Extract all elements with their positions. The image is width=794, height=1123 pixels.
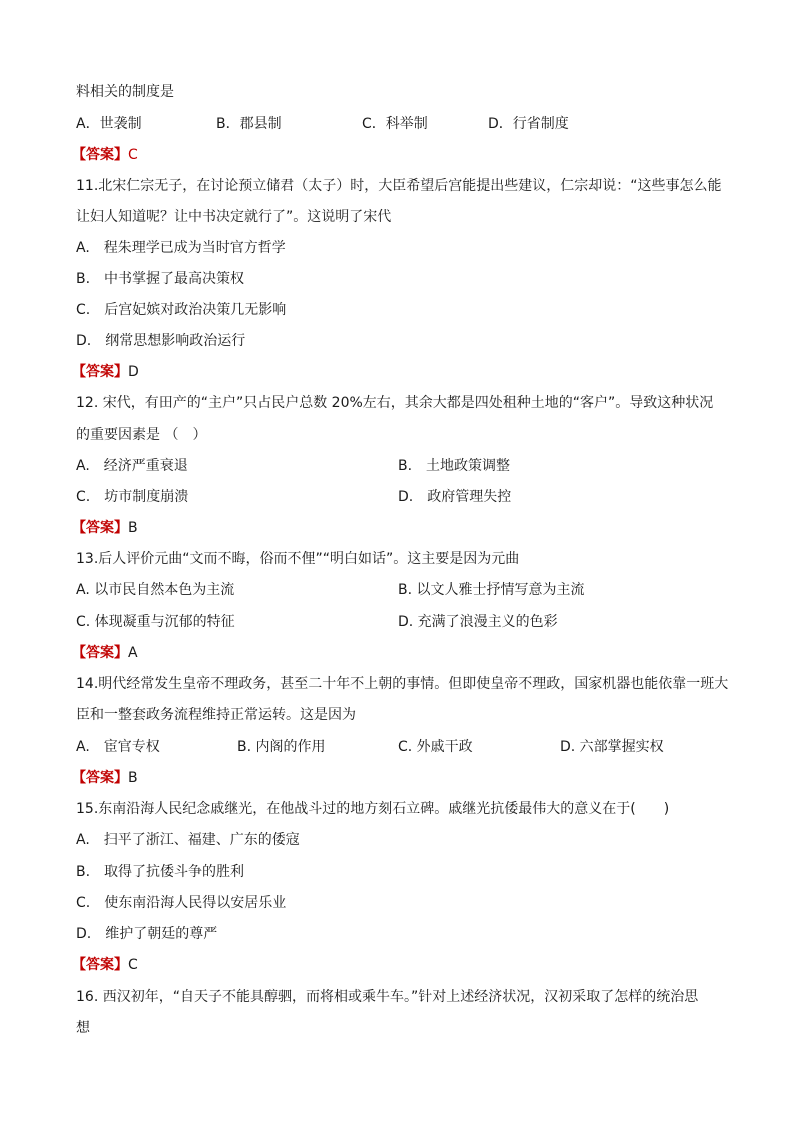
q11-stem-line1: 11.北宋仁宗无子，在讨论预立储君（太子）时，大臣希望后宫能提出些建议，仁宗却说：“这些事怎么能 [76,178,722,194]
q14-answer [72,768,138,788]
q14-option-c: C. 外戚干政 [398,739,473,755]
q11-option-a: A. 程朱理学已成为当时官方哲学 [76,240,286,256]
q14-stem-line1: 14.明代经常发生皇帝不理政务，甚至二十年不上朝的事情。但即使皇帝不理政，国家机器也能依靠一班大 [76,676,729,692]
answer-value: C [128,957,138,973]
q12-answer [72,518,138,538]
q11-option-b: B. 中书掌握了最高决策权 [76,271,245,287]
q12-stem-line2: 的重要因素是 （ ） [76,427,207,443]
q13-option-d: D. 充满了浪漫主义的色彩 [398,614,558,630]
q13-answer [72,643,138,663]
q12-option-c: C. 坊市制度崩溃 [76,489,189,505]
q11-option-d: D. 纲常思想影响政治运行 [76,333,246,349]
answer-value: C [128,147,138,163]
q15-option-a: A. 扫平了浙江、福建、广东的倭寇 [76,832,300,848]
q10-option-b: B．郡县制 [216,116,282,132]
q11-stem-line2: 让妇人知道呢？让中书决定就行了”。这说明了宋代 [76,209,392,225]
q12-stem-line1: 12. 宋代，有田产的“主户”只占民户总数 20%左右，其余大都是四处租种土地的“客户”。导致这种状况 [76,395,714,411]
q12-option-a: A. 经济严重衰退 [76,458,188,474]
answer-label: 【答案】 [72,364,128,380]
q11-option-c: C. 后宫妃嫔对政治决策几无影响 [76,302,287,318]
q12-option-d: D. 政府管理失控 [398,489,512,505]
q15-answer [72,955,138,975]
q10-option-c: C．科举制 [362,116,428,132]
q10-option-d: D．行省制度 [488,116,569,132]
q13-stem-line1: 13.后人评价元曲“文而不晦，俗而不俚”“明白如话”。这主要是因为元曲 [76,551,520,567]
answer-label: 【答案】 [72,520,128,536]
q13-option-a: A. 以市民自然本色为主流 [76,582,235,598]
q15-option-d: D. 维护了朝廷的尊严 [76,926,218,942]
q15-stem-line1: 15.东南沿海人民纪念戚继光，在他战斗过的地方刻石立碑。戚继光抗倭最伟大的意义在于( ) [76,801,670,817]
q13-option-c: C. 体现凝重与沉郁的特征 [76,614,235,630]
answer-value: B [128,770,138,786]
q13-option-b: B. 以文人雅士抒情写意为主流 [398,582,585,598]
q16-stem-line2: 想 [76,1020,90,1036]
answer-value: D [128,364,139,380]
answer-value: B [128,520,138,536]
q16-stem-line1: 16. 西汉初年，“自天子不能具醇驷，而将相或乘牛车。”针对上述经济状况，汉初采取了怎样的统治思 [76,989,699,1005]
answer-value: A [128,645,138,661]
q10-option-a: A．世袭制 [76,116,142,132]
q14-option-b: B. 内阁的作用 [237,739,326,755]
q14-option-d: D. 六部掌握实权 [560,739,664,755]
answer-label: 【答案】 [72,770,128,786]
q10-answer [72,145,138,165]
answer-label: 【答案】 [72,147,128,163]
q14-stem-line2: 臣和一整套政务流程维持正常运转。这是因为 [76,707,356,723]
q15-option-c: C. 使东南沿海人民得以安居乐业 [76,895,287,911]
q14-option-a: A. 宦官专权 [76,739,160,755]
q12-option-b: B. 土地政策调整 [398,458,511,474]
q11-answer [72,362,139,382]
q15-option-b: B. 取得了抗倭斗争的胜利 [76,864,245,880]
q10-stem-tail: 料相关的制度是 [76,84,174,100]
answer-label: 【答案】 [72,645,128,661]
answer-label: 【答案】 [72,957,128,973]
